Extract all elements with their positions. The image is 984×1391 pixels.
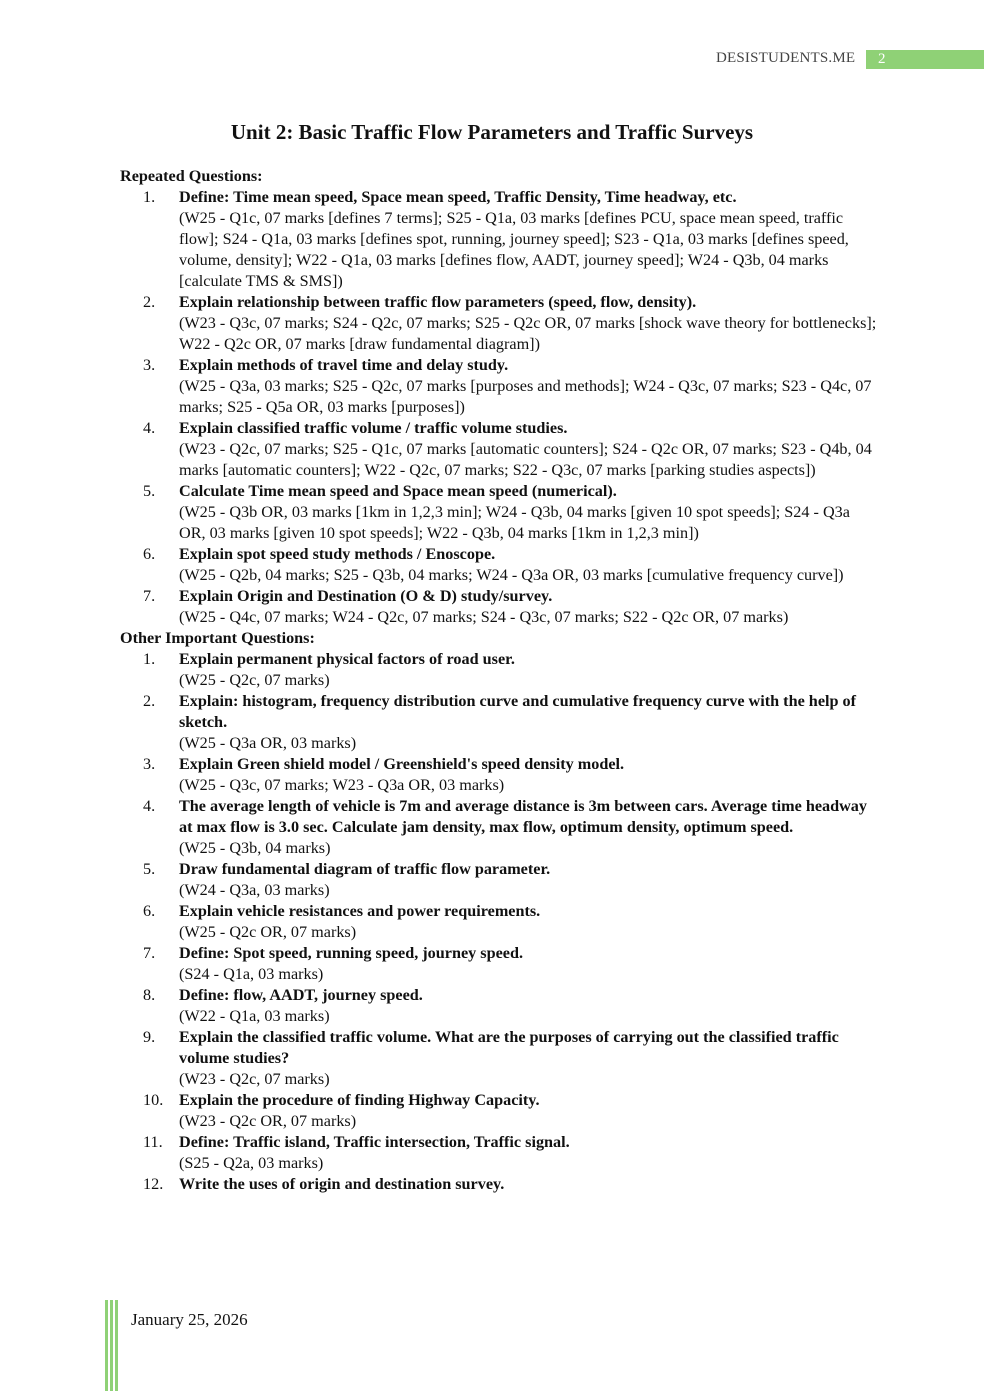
question-text: Define: flow, AADT, journey speed.: [179, 986, 423, 1004]
question-reference: (W25 - Q3a, 03 marks; S25 - Q2c, 07 marks [purposes and methods]; W24 - Q3c, 07 marks; S23 - Q4c, 07 marks; S25 - Q5a OR, 03 marks [purposes]): [179, 377, 872, 416]
question-item: [120, 901, 880, 943]
question-reference: (W25 - Q3a OR, 03 marks): [179, 734, 357, 752]
page-title: Unit 2: Basic Traffic Flow Parameters and Traffic Surveys: [230, 120, 754, 144]
question-item: [120, 859, 880, 901]
question-number: 7.: [143, 944, 156, 962]
question-item: [120, 1132, 880, 1174]
section-heading: Other Important Questions:: [120, 629, 315, 647]
question-text: Explain Origin and Destination (O & D) study/survey.: [179, 587, 553, 605]
question-item: [120, 187, 880, 292]
question-item: [120, 1174, 880, 1195]
question-number: 1.: [143, 650, 156, 668]
question-reference: (W23 - Q2c OR, 07 marks): [179, 1112, 357, 1130]
question-text: Define: Traffic island, Traffic intersection, Traffic signal.: [179, 1133, 570, 1151]
question-number: 6.: [143, 902, 156, 920]
question-number: 9.: [143, 1028, 156, 1046]
question-text: Define: Spot speed, running speed, journey speed.: [179, 944, 524, 962]
question-number: 6.: [143, 545, 156, 563]
question-text: Explain the procedure of finding Highway Capacity.: [179, 1091, 540, 1109]
question-number: 10.: [143, 1091, 164, 1109]
question-text: Explain permanent physical factors of road user.: [179, 650, 515, 668]
question-reference: (W22 - Q1a, 03 marks): [179, 1007, 330, 1025]
question-reference: (S24 - Q1a, 03 marks): [179, 965, 324, 983]
question-item: [120, 1027, 880, 1090]
question-item: [120, 691, 880, 754]
question-text: Explain vehicle resistances and power requirements.: [179, 902, 541, 920]
question-number: 7.: [143, 587, 156, 605]
question-number: 3.: [143, 356, 156, 374]
question-text: Draw fundamental diagram of traffic flow parameter.: [179, 860, 551, 878]
question-text: Explain the classified traffic volume. What are the purposes of carrying out the classified traffic volume studies?: [179, 1028, 839, 1067]
question-item: [120, 292, 880, 355]
question-item: [120, 481, 880, 544]
question-item: [120, 355, 880, 418]
question-item: [120, 796, 880, 859]
question-number: 12.: [143, 1175, 164, 1193]
question-reference: (W25 - Q4c, 07 marks; W24 - Q2c, 07 marks; S24 - Q3c, 07 marks; S22 - Q2c OR, 07 marks): [179, 608, 789, 626]
question-list: [120, 649, 880, 1195]
question-item: [120, 943, 880, 985]
question-reference: (W25 - Q3b, 04 marks): [179, 839, 331, 857]
question-number: 5.: [143, 860, 156, 878]
question-item: [120, 649, 880, 691]
question-text: The average length of vehicle is 7m and average distance is 3m between cars. Average time headway at max flow is 3.0 sec. Calculate jam density, max flow, optimum density, optimum speed.: [179, 797, 867, 836]
question-item: [120, 544, 880, 586]
question-text: Write the uses of origin and destination survey.: [179, 1175, 505, 1193]
question-text: Explain spot speed study methods / Enoscope.: [179, 545, 496, 563]
question-reference: (S25 - Q2a, 03 marks): [179, 1154, 324, 1172]
question-number: 8.: [143, 986, 156, 1004]
question-number: 2.: [143, 692, 156, 710]
question-number: 11.: [143, 1133, 163, 1151]
document-body: [120, 166, 880, 1195]
question-item: [120, 1090, 880, 1132]
question-number: 1.: [143, 188, 156, 206]
question-item: [120, 985, 880, 1027]
question-text: Define: Time mean speed, Space mean speed, Traffic Density, Time headway, etc.: [179, 188, 737, 206]
question-reference: (W23 - Q2c, 07 marks; S25 - Q1c, 07 marks [automatic counters]; S24 - Q2c OR, 07 marks; S23 - Q4b, 04 marks [automatic counters]; W22 - Q2c, 07 marks; S22 - Q3c, 07 marks [parking studies aspects]): [179, 440, 872, 479]
question-reference: (W25 - Q1c, 07 marks [defines 7 terms]; S25 - Q1a, 03 marks [defines PCU, space mean speed, traffic flow]; S24 - Q1a, 03 marks [defines spot, running, journey speed]; S23 - Q1a, 03 marks [defines speed, volume, density]; W22 - Q1a, 03 marks [defines flow, AADT, journey speed]; W24 - Q3b, 04 marks [calculate TMS & SMS]): [179, 209, 849, 290]
section-heading: Repeated Questions:: [120, 167, 263, 185]
question-reference: (W25 - Q2c OR, 07 marks): [179, 923, 357, 941]
question-reference: (W25 - Q3b OR, 03 marks [1km in 1,2,3 min]; W24 - Q3b, 04 marks [given 10 spot speeds]; S24 - Q3a OR, 03 marks [given 10 spot speeds]; W22 - Q3b, 04 marks [1km in 1,2,3 min]): [179, 503, 850, 542]
question-number: 4.: [143, 419, 156, 437]
header-brand: DESISTUDENTS.ME: [716, 50, 856, 66]
question-list: [120, 187, 880, 628]
question-reference: (W23 - Q3c, 07 marks; S24 - Q2c, 07 marks; S25 - Q2c OR, 07 marks [shock wave theory for bottlenecks]; W22 - Q2c OR, 07 marks [draw fundamental diagram]): [179, 314, 877, 353]
question-item: [120, 754, 880, 796]
question-text: Calculate Time mean speed and Space mean speed (numerical).: [179, 482, 617, 500]
question-number: 4.: [143, 797, 156, 815]
question-reference: (W24 - Q3a, 03 marks): [179, 881, 330, 899]
question-reference: (W25 - Q2b, 04 marks; S25 - Q3b, 04 marks; W24 - Q3a OR, 03 marks [cumulative frequency curve]): [179, 566, 844, 584]
footer-date: January 25, 2026: [131, 1310, 248, 1329]
question-reference: (W23 - Q2c, 07 marks): [179, 1070, 330, 1088]
question-text: Explain classified traffic volume / traffic volume studies.: [179, 419, 568, 437]
question-number: 5.: [143, 482, 156, 500]
question-reference: (W25 - Q3c, 07 marks; W23 - Q3a OR, 03 marks): [179, 776, 505, 794]
question-item: [120, 586, 880, 628]
question-number: 2.: [143, 293, 156, 311]
question-text: Explain: histogram, frequency distribution curve and cumulative frequency curve with the help of sketch.: [179, 692, 857, 731]
page-number-badge: 2: [866, 50, 984, 69]
question-text: Explain Green shield model / Greenshield's speed density model.: [179, 755, 625, 773]
question-text: Explain relationship between traffic flow parameters (speed, flow, density).: [179, 293, 697, 311]
question-text: Explain methods of travel time and delay study.: [179, 356, 509, 374]
footer-decoration-bars: [105, 1300, 119, 1391]
question-reference: (W25 - Q2c, 07 marks): [179, 671, 330, 689]
question-number: 3.: [143, 755, 156, 773]
question-item: [120, 418, 880, 481]
